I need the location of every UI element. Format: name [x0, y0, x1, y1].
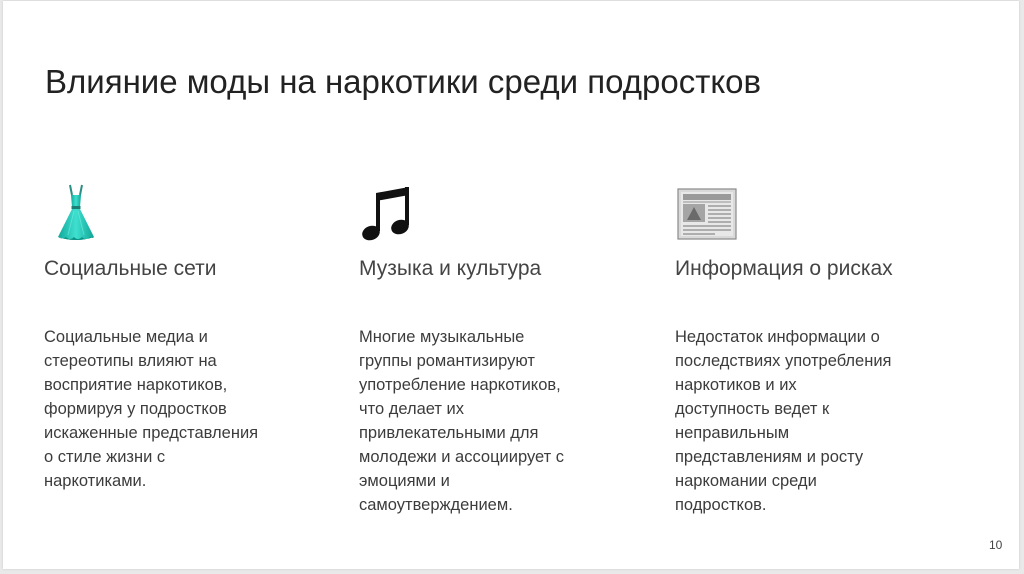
text-line: наркотиков и их — [675, 376, 797, 394]
text-line: искаженные представления — [44, 424, 259, 442]
text-line: восприятие наркотиков, — [44, 376, 228, 394]
text-line: доступность ведет к — [675, 400, 830, 418]
column-heading: Информация о рисках — [675, 257, 893, 280]
slide-title: Влияние моды на наркотики среди подростков — [45, 63, 762, 100]
text-line: наркомании среди — [675, 472, 817, 490]
slide — [3, 1, 1019, 569]
text-line: Недостаток информации о — [675, 328, 880, 346]
column-heading: Социальные сети — [44, 257, 217, 280]
text-line: употребление наркотиков, — [359, 376, 561, 394]
text-line: молодежи и ассоциирует с — [359, 448, 565, 466]
text-line: самоутверждением. — [359, 496, 513, 514]
text-line: Многие музыкальные — [359, 328, 525, 346]
text-line: группы романтизируют — [359, 352, 535, 370]
page-number: 10 — [989, 538, 1003, 552]
text-line: что делает их — [359, 400, 465, 418]
column-heading: Музыка и культура — [359, 257, 542, 280]
dress-icon — [44, 181, 108, 245]
column-text — [675, 325, 965, 517]
text-line: подростков. — [675, 496, 767, 514]
text-line: о стиле жизни с — [44, 448, 166, 466]
text-line: неправильным — [675, 424, 790, 442]
text-line: Социальные медиа и — [44, 328, 208, 346]
text-line: представлениям и росту — [675, 448, 864, 466]
text-line: эмоциями и — [359, 472, 450, 490]
text-line: наркотиками. — [44, 472, 147, 490]
text-line: привлекательными для — [359, 424, 539, 442]
newspaper-icon — [675, 181, 739, 245]
column-text — [359, 325, 649, 517]
musical-note-icon — [359, 181, 423, 245]
text-line: стереотипы влияют на — [44, 352, 217, 370]
text-line: последствиях употребления — [675, 352, 892, 370]
text-line: формируя у подростков — [44, 400, 227, 418]
column-text — [44, 325, 334, 493]
